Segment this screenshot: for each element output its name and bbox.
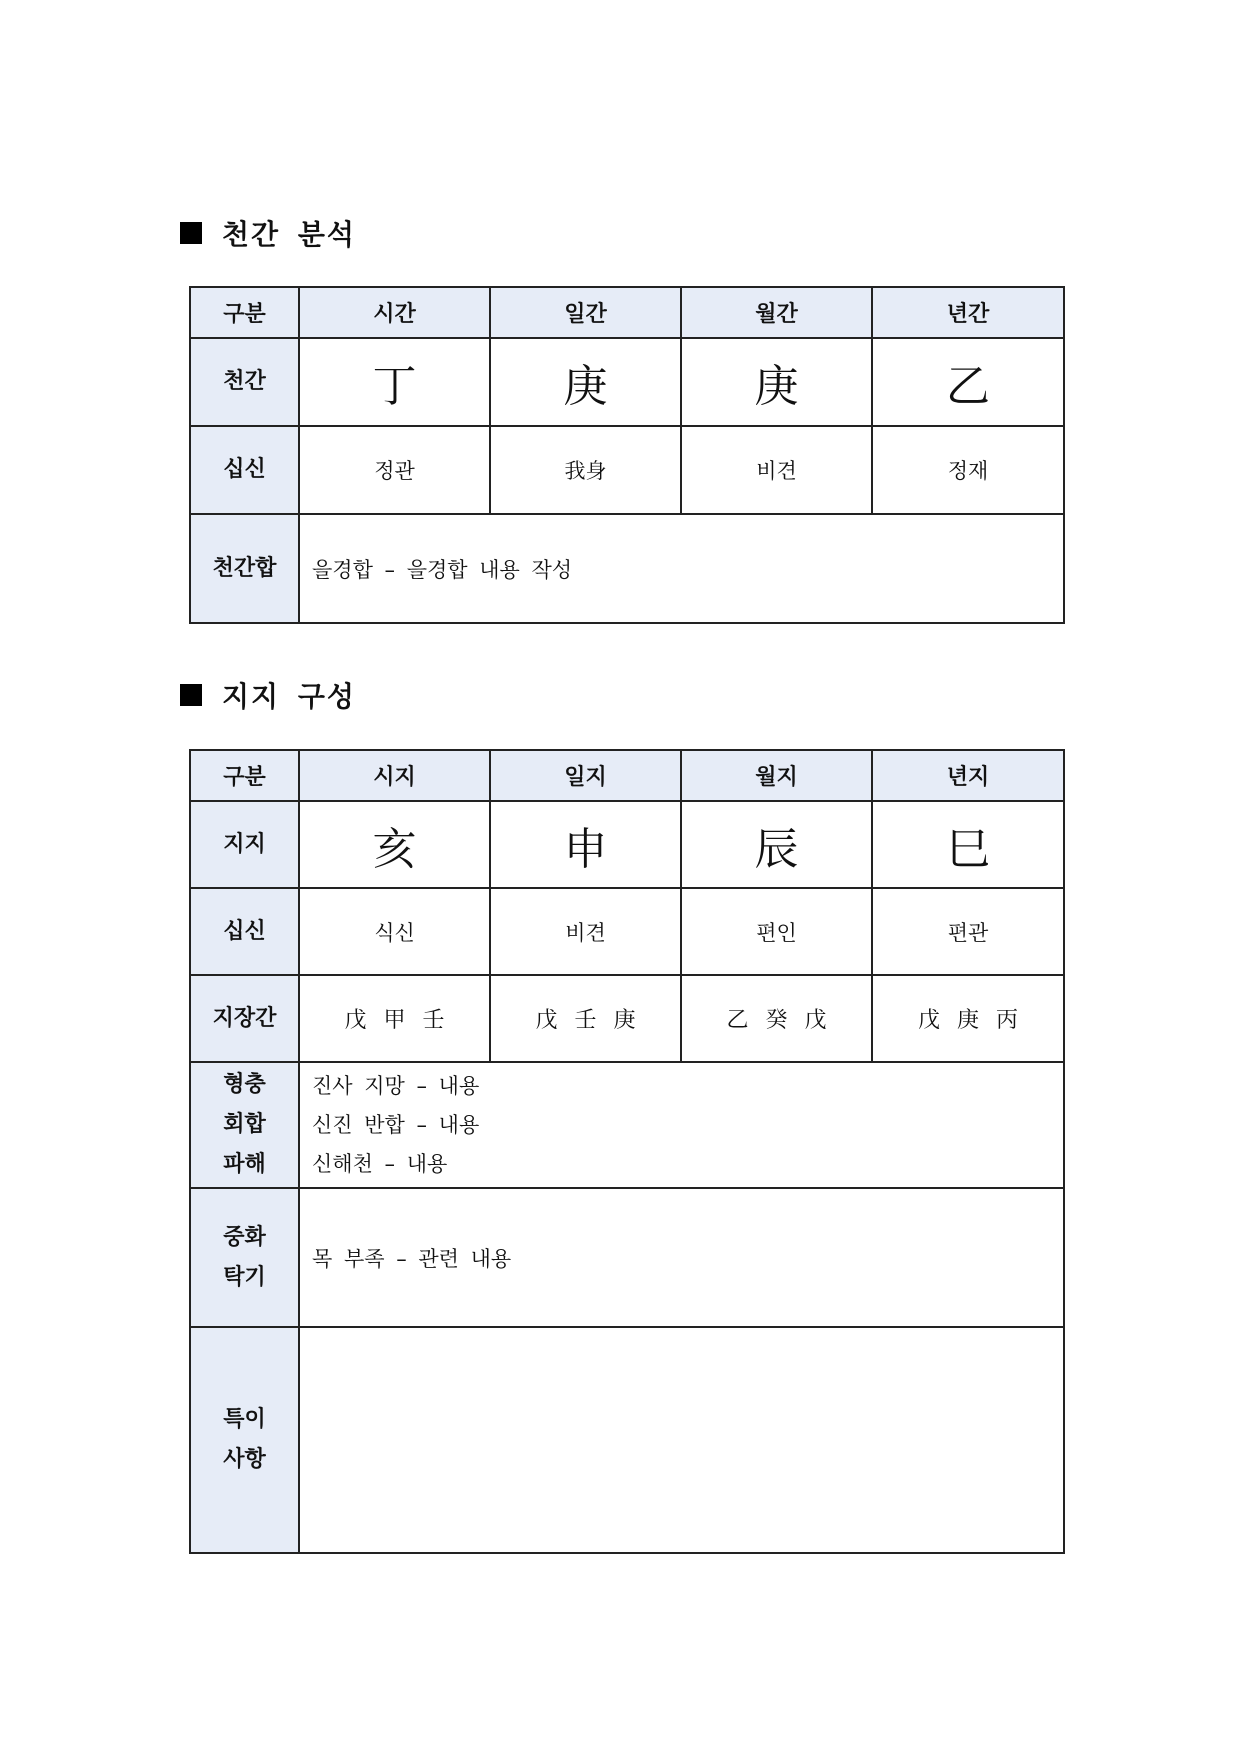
header-cell: 월간: [681, 287, 872, 338]
header-cell: 년간: [872, 287, 1064, 338]
section-heading-cheongan: [180, 213, 356, 253]
header-cell: 년지: [872, 750, 1064, 801]
hanja-cell: 申: [490, 801, 681, 888]
hanja-cell: 辰: [681, 801, 872, 888]
header-cell: 일지: [490, 750, 681, 801]
section-heading-jiji: [180, 675, 356, 715]
note-line: 진사 지망 – 내용: [312, 1073, 480, 1098]
row-label: 천간합: [190, 514, 299, 623]
row-label-line: 형충: [223, 1072, 266, 1097]
sipsin-cell: 정재: [872, 426, 1064, 514]
jiji-table: [189, 749, 1065, 1554]
hanja-cell: 庚: [681, 338, 872, 426]
teugi-row: [190, 1327, 1064, 1553]
sipsin-cell: 비견: [490, 888, 681, 975]
hanja-cell: 丁: [299, 338, 490, 426]
jijanggan-row: [190, 975, 1064, 1062]
hanja-cell: 乙: [872, 338, 1064, 426]
junghwa-note: 목 부족 – 관련 내용: [299, 1188, 1064, 1327]
sipsin-row: [190, 888, 1064, 975]
row-label: [190, 1188, 299, 1327]
row-label: 십신: [190, 426, 299, 514]
cheongan-hap-note: 을경합 – 을경합 내용 작성: [299, 514, 1064, 623]
row-label: 지지: [190, 801, 299, 888]
header-cell: 일간: [490, 287, 681, 338]
row-label: [190, 1062, 299, 1188]
header-cell: 구분: [190, 750, 299, 801]
cheongan-row: [190, 338, 1064, 426]
hanja-cell: 巳: [872, 801, 1064, 888]
black-square-bullet-icon: [180, 684, 202, 706]
section-title: 천간 분석: [222, 218, 356, 251]
jiji-row: [190, 801, 1064, 888]
header-cell: 시간: [299, 287, 490, 338]
row-label-line: 특이: [223, 1407, 266, 1432]
header-cell: 시지: [299, 750, 490, 801]
sipsin-cell: 정관: [299, 426, 490, 514]
sipsin-cell: 我身: [490, 426, 681, 514]
sipsin-cell: 식신: [299, 888, 490, 975]
header-cell: 월지: [681, 750, 872, 801]
jijanggan-cell: 乙 癸 戊: [681, 975, 872, 1062]
header-row: [190, 287, 1064, 338]
hyeongchung-row: [190, 1062, 1064, 1188]
row-label-line: 파해: [223, 1152, 266, 1177]
row-label: 십신: [190, 888, 299, 975]
jijanggan-cell: 戊 壬 庚: [490, 975, 681, 1062]
row-label-line: 회합: [223, 1112, 266, 1137]
jijanggan-cell: 戊 庚 丙: [872, 975, 1064, 1062]
sipsin-cell: 비견: [681, 426, 872, 514]
header-row: [190, 750, 1064, 801]
row-label: [190, 1327, 299, 1553]
row-label-line: 탁기: [223, 1264, 266, 1290]
header-cell: 구분: [190, 287, 299, 338]
section-title: 지지 구성: [222, 680, 356, 713]
teugi-note: [299, 1327, 1064, 1553]
junghwa-row: [190, 1188, 1064, 1327]
cheongan-hap-row: [190, 514, 1064, 623]
cheongan-table: [189, 286, 1065, 624]
row-label-line: 사항: [223, 1447, 266, 1472]
row-label: 지장간: [190, 975, 299, 1062]
note-line: 신해천 – 내용: [312, 1151, 448, 1176]
row-label: 천간: [190, 338, 299, 426]
row-label-line: 중화: [223, 1224, 266, 1250]
hanja-cell: 庚: [490, 338, 681, 426]
hanja-cell: 亥: [299, 801, 490, 888]
sipsin-cell: 편관: [872, 888, 1064, 975]
jijanggan-cell: 戊 甲 壬: [299, 975, 490, 1062]
sipsin-cell: 편인: [681, 888, 872, 975]
black-square-bullet-icon: [180, 222, 202, 244]
hyeongchung-notes: [299, 1062, 1064, 1188]
note-line: 신진 반합 – 내용: [312, 1112, 480, 1137]
sipsin-row: [190, 426, 1064, 514]
